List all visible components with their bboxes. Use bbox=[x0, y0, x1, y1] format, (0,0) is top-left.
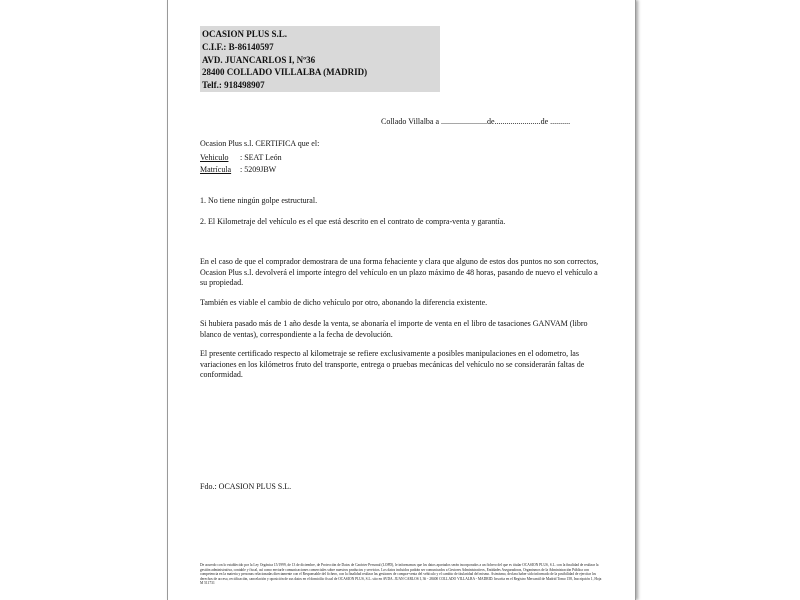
vehicle-plate-row bbox=[200, 165, 276, 174]
item-1: 1. No tiene ningún golpe estructural. bbox=[200, 196, 318, 205]
vehicle-model-value: : SEAT León bbox=[240, 153, 282, 162]
certifica-line: Ocasion Plus s.l. CERTIFICA que el: bbox=[200, 139, 320, 148]
vehicle-model-row bbox=[200, 153, 282, 162]
document-page bbox=[167, 0, 636, 600]
paragraph-ganvam: Si hubiera pasado más de 1 año desde la venta, se abonaría el importe de venta en el libro de tasaciones GANVAM (libro blanco de ventas), correspondiente a la fecha de devolución. bbox=[200, 319, 588, 339]
vehicle-model-label: Vehiculo bbox=[200, 153, 229, 162]
signature-line: Fdo.: OCASION PLUS S.L. bbox=[200, 482, 292, 491]
vehicle-plate-value: : 5209JBW bbox=[240, 165, 277, 174]
paragraph-return-policy: En el caso de que el comprador demostrara de una forma fehaciente y clara que alguno de estos dos puntos no son correctos, Ocasion Plus s.l. devolverá el importe íntegro del vehículo en un plazo máximo de 48 horas, pasando de nuevo el vehículo a su propiedad. bbox=[200, 257, 599, 288]
item-2: 2. El Kilometraje del vehículo es el que está descrito en el contrato de compra-venta y garantía. bbox=[200, 217, 506, 226]
company-city: 28400 COLLADO VILLALBA (MADRID) bbox=[202, 67, 368, 78]
legal-footer: De acuerdo con lo establecido por la Ley Orgánica 15/1999, de 13 de diciembre, de Protección de Datos de Carácter Personal (LOPD), le informamos que los datos aportados serán incorporados a un fichero del que es titular OCASION PLUS, S.L. con la finalidad de realizar la gestión administrativa, contable y fiscal, así como enviarle comunicaciones comerciales sobre nuestros productos y servicios. Los datos incluidos podrán ser comunicados a Gestores Administrativos, Entidades Aseguradoras, Organismos de la Administración Pública con competencia en la materia y personas relacionadas directamente con el Responsable del fichero, con la finalidad realizar las gestiones de compra-venta del vehículo y el cambio de titularidad del mismo. Asimismo, declara haber sido informado de la posibilidad de ejercitar los derechos de acceso, rectificación, cancelación y oposición de sus datos en el domicilio fiscal de OCASION PLUS, S.L. sito en AVDA. JUAN CARLOS I, 36 - 28400 COLLADO VILLALBA - MADRID. Inscrita en el Registro Mercantil de Madrid Tomo 158, Inscripción 1, Hoja M 511731 bbox=[200, 563, 602, 586]
company-phone: Telf.: 918498907 bbox=[202, 80, 265, 91]
paragraph-exchange: También es viable el cambio de dicho vehículo por otro, abonando la diferencia existente. bbox=[200, 298, 488, 307]
date-line: Collado Villalba a .......................de.......................de .......... bbox=[381, 117, 571, 126]
company-address: AVD. JUANCARLOS I, Nº36 bbox=[202, 54, 316, 65]
vehicle-plate-label: Matrícula bbox=[200, 165, 232, 174]
company-header bbox=[200, 26, 440, 92]
paragraph-odometer: El presente certificado respecto al kilometraje se refiere exclusivamente a posibles manipulaciones en el odometro, las variaciones en los kilómetros fruto del transporte, entrega o pruebas mecánicas del vehículo no se considerarán faltas de conformidad. bbox=[200, 349, 585, 380]
company-name: OCASION PLUS S.L. bbox=[202, 29, 288, 39]
company-cif: C.I.F.: B-86140597 bbox=[202, 41, 274, 52]
